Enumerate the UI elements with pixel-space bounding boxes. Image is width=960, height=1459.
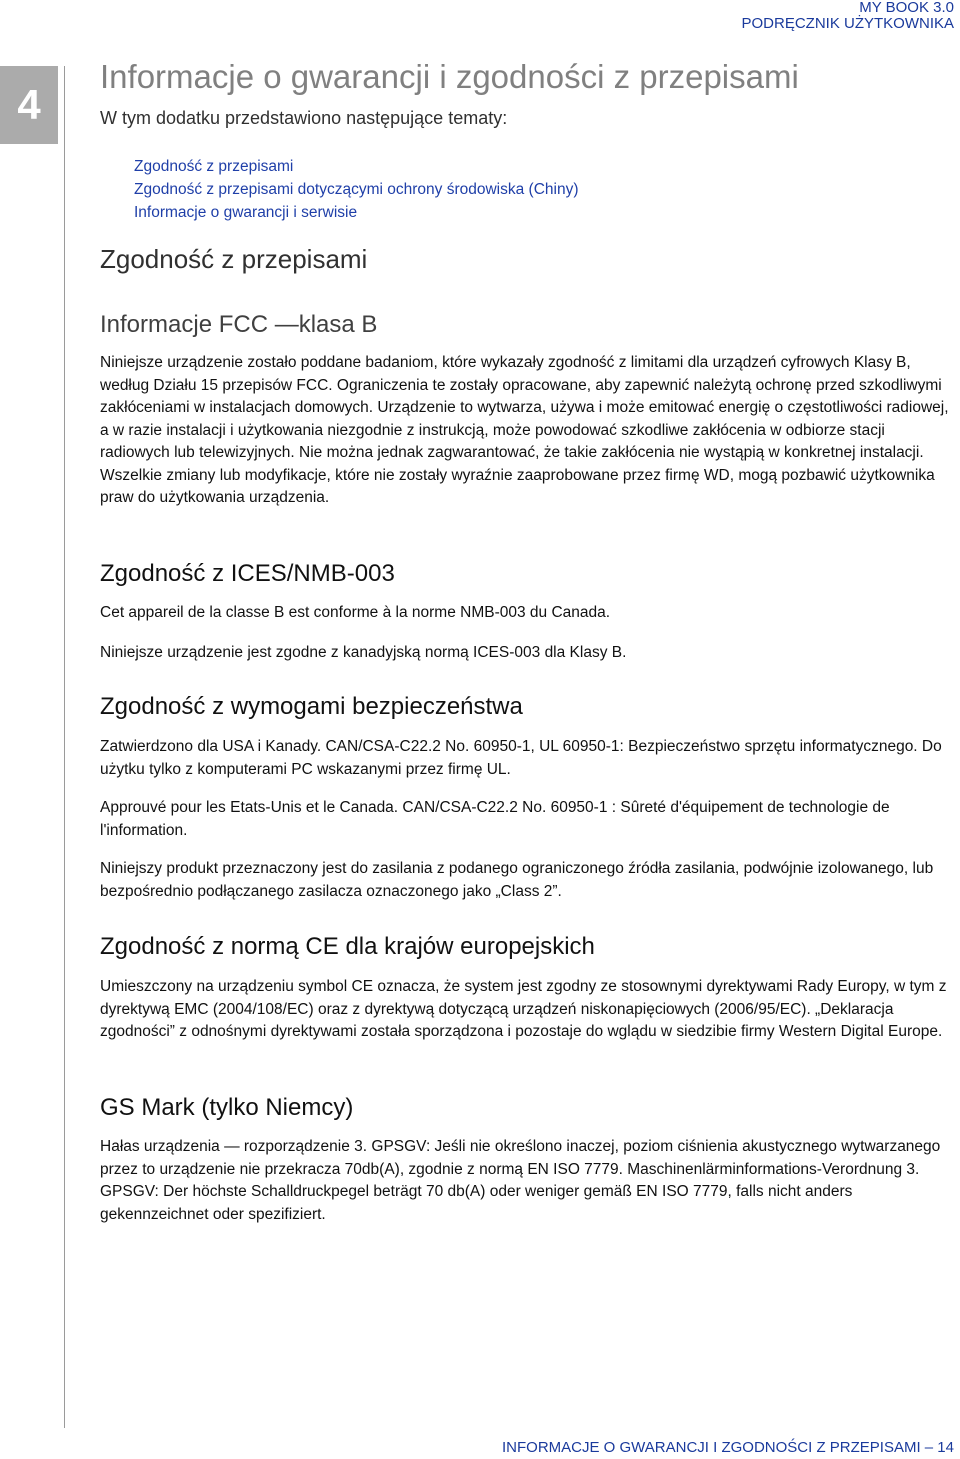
- gs-mark-body: Hałas urządzenia — rozporządzenie 3. GPSGV: Jeśli nie określono inaczej, poziom ciśnienia akustycznego wytwarzanego przez to urządzenie nie przekracza 70db(A), zgodnie z normą EN ISO 7779. Maschinenlärminformations-Verordnung 3. GPSGV: Der höchste Schalldruckpegel beträgt 70 db(A) oder weniger gemäß EN ISO 7779, falls nicht anders gekennzeichnet oder spezifiziert.: [100, 1138, 941, 1223]
- ices-paragraph-polish: Niniejsze urządzenie jest zgodne z kanadyjską normą ICES-003 dla Klasy B.: [100, 643, 627, 661]
- section-heading-gs-mark: GS Mark (tylko Niemcy): [100, 1094, 354, 1121]
- section-heading-fcc: Informacje FCC —klasa B: [100, 311, 378, 338]
- page-header: [741, 0, 954, 32]
- section-heading-ce: Zgodność z normą CE dla krajów europejskich: [100, 933, 595, 960]
- section-ce: [100, 933, 958, 1044]
- section-gs-mark: [100, 1094, 958, 1226]
- section-safety: [100, 693, 958, 903]
- ices-paragraph-french: Cet appareil de la classe B est conforme à la norme NMB-003 du Canada.: [100, 604, 611, 621]
- header-manual: PODRĘCZNIK UŻYTKOWNIKA: [741, 15, 954, 32]
- chapter-intro: W tym dodatku przedstawiono następujące tematy:: [100, 108, 508, 128]
- chapter-title: Informacje o gwarancji i zgodności z przepisami: [100, 58, 799, 95]
- chapter-number-tab: 4: [0, 66, 58, 144]
- section-fcc: [100, 311, 958, 510]
- toc-link-regulatory[interactable]: Zgodność z przepisami: [134, 158, 294, 175]
- header-product: MY BOOK 3.0: [859, 0, 954, 16]
- safety-paragraph-approval: Zatwierdzono dla USA i Kanady. CAN/CSA-C22.2 No. 60950-1, UL 60950-1: Bezpieczeństwo sprzętu informatycznego. Do użytku tylko z komputerami PC wskazanymi przez firmę UL.: [100, 738, 942, 778]
- section-heading-ices: Zgodność z ICES/NMB-003: [100, 560, 395, 587]
- page-footer: INFORMACJE O GWARANCJI I ZGODNOŚCI Z PRZEPISAMI – 14: [502, 1439, 954, 1456]
- fcc-body: Niniejsze urządzenie zostało poddane badaniom, które wykazały zgodność z limitami dla urządzeń cyfrowych Klasy B, według Działu 15 przepisów FCC. Ograniczenia te zostały opracowane, aby zapewnić należytą ochronę przed szkodliwymi zakłóceniami w instalacjach domowych. Urządzenie to wytwarza, używa i może emitować energię o częstotliwości radiowej, a w razie instalacji i użytkowania niezgodnie z instrukcją, może powodować szkodliwe zakłócenia w odbiorze stacji radiowych lub telewizyjnych. Nie można jednak zagwarantować, że takie zakłócenia nie wystąpią w konkretnej instalacji. Wszelkie zmiany lub modyfikacje, które nie zostały wyraźnie zaaprobowane przez firmę WD, mogą pozbawić użytkownika praw do użytkowania urządzenia.: [100, 354, 949, 506]
- vertical-divider: [64, 66, 65, 1428]
- safety-paragraph-power: Niniejszy produkt przeznaczony jest do zasilania z podanego ograniczonego źródła zasilania, podwójnie izolowanego, lub bezpośrednio podłączanego zasilacza oznaczonego jako „Class 2”.: [100, 860, 934, 900]
- section-heading-regulatory: Zgodność z przepisami: [100, 244, 368, 274]
- section-heading-safety: Zgodność z wymogami bezpieczeństwa: [100, 693, 523, 720]
- toc-link-warranty-service[interactable]: Informacje o gwarancji i serwisie: [134, 204, 358, 221]
- section-regulatory: [100, 244, 958, 275]
- toc-link-environmental-china[interactable]: Zgodność z przepisami dotyczącymi ochrony środowiska (Chiny): [134, 181, 579, 198]
- topic-links: [134, 155, 579, 224]
- ce-body: Umieszczony na urządzeniu symbol CE oznacza, że system jest zgodny ze stosownymi dyrektywami Rady Europy, w tym z dyrektywą EMC (2004/108/EC) oraz z dyrektywą dotyczącą urządzeń niskonapięciowych (2006/95/EC). „Deklaracja zgodności” z odnośnymi dyrektywami została sporządzona i pozostaje do wglądu w siedzibie firmy Western Digital Europe.: [100, 978, 947, 1040]
- section-ices: [100, 560, 958, 664]
- safety-paragraph-french: Approuvé pour les Etats-Unis et le Canada. CAN/CSA-C22.2 No. 60950-1 : Sûreté d'équipement de technologie de l'information.: [100, 799, 890, 839]
